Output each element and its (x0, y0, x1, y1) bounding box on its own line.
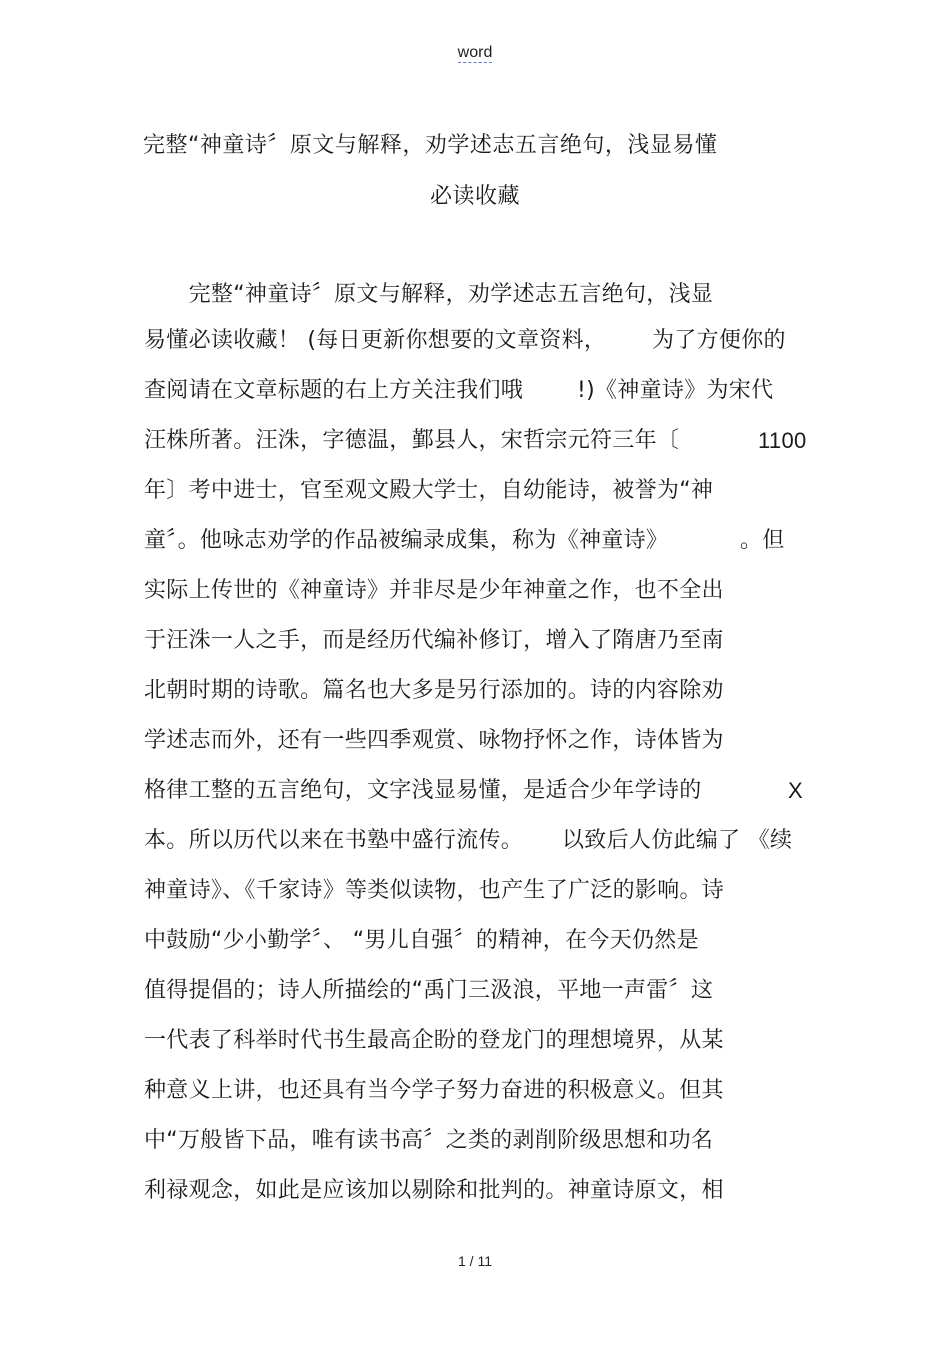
body-line-text: 童〞。他咏志劝学的作品被编录成集，称为《神童诗》 (144, 528, 669, 553)
body-line (144, 425, 824, 457)
body-line-text: 一代表了科举时代书生最高企盼的登龙门的理想境界，从某 (144, 1028, 724, 1053)
body-line (144, 1025, 824, 1057)
body-line (144, 575, 824, 607)
body-line (144, 675, 824, 707)
body-line (144, 775, 824, 807)
body-line-text: 年〕考中进士，官至观文殿大学士，自幼能诗，被誉为“神 (144, 478, 714, 503)
body-line-text: 完整“神童诗〞原文与解释，劝学述志五言绝句，浅显 (144, 282, 714, 307)
body-line-text: 种意义上讲，也还具有当今学子努力奋进的积极意义。但其 (144, 1078, 724, 1103)
page-number: 1 / 11 (458, 1253, 492, 1269)
body-line-text: 神童诗》、《千家诗》等类似读物，也产生了广泛的影响。诗 (144, 878, 725, 903)
body-line-text: 格律工整的五言绝句，文字浅显易懂，是适合少年学诗的 (144, 778, 702, 803)
body-line (144, 825, 824, 857)
body-line-text: 于汪洙一人之手，而是经历代编补修订，增入了隋唐乃至南 (144, 628, 724, 653)
body-line-tail: 。但 (740, 528, 785, 553)
body-line (144, 725, 824, 757)
body-line (144, 625, 824, 657)
body-line-text: 汪株所著。汪洙，字德温，鄞县人，宋哲宗元符三年〔 (144, 428, 680, 453)
body-line-tail: 1100 (758, 428, 807, 453)
body-line-text: 北朝时期的诗歌。篇名也大多是另行添加的。诗的内容除劝 (144, 678, 724, 703)
body-line-tail: 为了方便你的 (652, 328, 786, 353)
body-line (144, 1125, 824, 1157)
body-line-tail: X (788, 778, 803, 803)
body-line-text: 实际上传世的《神童诗》并非尽是少年神童之作，也不全出 (144, 578, 724, 603)
body-line (144, 875, 824, 907)
body-line-text: 中鼓励“少小勤学〞、 “男儿自强〞的精神，在今天仍然是 (144, 928, 699, 953)
body-line-text: 值得提倡的；诗人所描绘的“禹门三汲浪，平地一声雷〞这 (144, 978, 714, 1003)
body-line-text: 易懂必读收藏！ (每日更新你想要的文章资料， (144, 328, 607, 353)
body-line-text: 中“万般皆下品，唯有读书高〞之类的剥削阶级思想和功名 (144, 1128, 714, 1153)
document-title-line-2: 必读收藏 (429, 184, 520, 209)
body-line (144, 925, 824, 957)
body-line-text: 查阅请在文章标题的右上方关注我们哦 (144, 378, 524, 403)
document-title-line-1: 完整“神童诗〞原文与解释，劝学述志五言绝句，浅显易懂 (143, 133, 718, 158)
body-line-tail: !)《神童诗》为宋代 (577, 378, 774, 403)
body-line (144, 279, 824, 311)
body-line (144, 375, 824, 407)
body-line (144, 1075, 824, 1107)
body-line-text: 学述志而外，还有一些四季观赏、咏物抒怀之作，诗体皆为 (144, 728, 724, 753)
page-header (0, 44, 950, 62)
body-line-text: 利禄观念，如此是应该加以剔除和批判的。神童诗原文，相 (144, 1178, 724, 1203)
body-line (144, 525, 824, 557)
body-line (144, 975, 824, 1007)
header-label: word (457, 44, 493, 61)
body-line-text: 本。所以历代以来在书塾中盛行流传。 (144, 828, 524, 853)
body-line (144, 1175, 824, 1207)
body-line (144, 475, 824, 507)
body-line-tail: 以致后人仿此编了 《续 (562, 828, 793, 853)
body-line (144, 325, 824, 357)
